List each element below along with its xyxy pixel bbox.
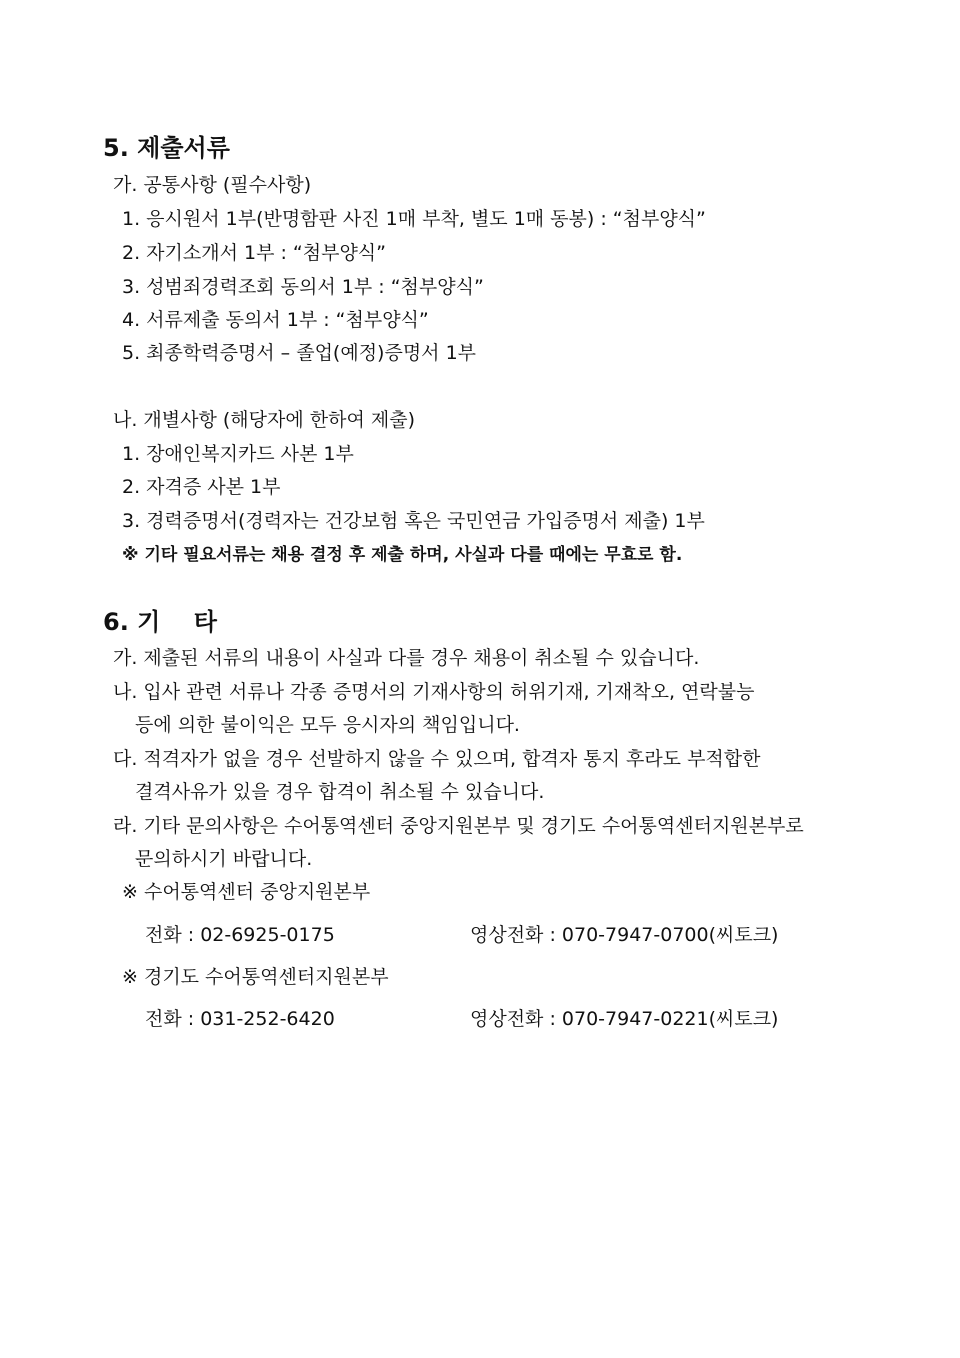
list-item: 1. 장애인복지카드 사본 1부 [122, 443, 354, 465]
list-item: 1. 응시원서 1부(반명함판 사진 1매 부착, 별도 1매 동봉) : “첨부양식” [122, 208, 706, 230]
list-item: 3. 성범죄경력조회 동의서 1부 : “첨부양식” [122, 276, 484, 298]
paragraph-line: 나. 입사 관련 서류나 각종 증명서의 기재사항의 허위기재, 기재착오, 연락불능 [113, 681, 755, 703]
paragraph-line: 등에 의한 불이익은 모두 응시자의 책임입니다. [135, 714, 520, 736]
individual-heading: 나. 개별사항 (해당자에 한하여 제출) [113, 409, 415, 431]
list-item: 3. 경력증명서(경력자는 건강보험 혹은 국민연금 가입증명서 제출) 1부 [122, 510, 705, 532]
list-item: 2. 자격증 사본 1부 [122, 476, 281, 498]
paragraph-line: 결격사유가 있을 경우 합격이 취소될 수 있습니다. [135, 781, 545, 803]
contact-row [145, 922, 778, 948]
note: ※ 기타 필요서류는 채용 결정 후 제출 하며, 사실과 다를 때에는 무효로 함. [122, 545, 683, 565]
contact-row [145, 1006, 778, 1032]
contact-video-phone: 영상전화 : 070-7947-0221(씨토크) [470, 1008, 779, 1030]
contact-name: ※ 경기도 수어통역센터지원본부 [122, 966, 389, 988]
section5-title: 5. 제출서류 [103, 134, 230, 162]
list-item: 2. 자기소개서 1부 : “첨부양식” [122, 242, 387, 264]
paragraph-line: 문의하시기 바랍니다. [135, 848, 313, 870]
contact-name: ※ 수어통역센터 중앙지원본부 [122, 881, 371, 903]
paragraph-line: 다. 적격자가 없을 경우 선발하지 않을 수 있으며, 합격자 통지 후라도 부적합한 [113, 748, 761, 770]
section6-title: 6. 기 타 [103, 608, 217, 636]
paragraph-line: 가. 제출된 서류의 내용이 사실과 다를 경우 채용이 취소될 수 있습니다. [113, 647, 700, 669]
list-item: 4. 서류제출 동의서 1부 : “첨부양식” [122, 309, 429, 331]
contact-phone: 전화 : 02-6925-0175 [145, 924, 335, 946]
contact-phone: 전화 : 031-252-6420 [145, 1008, 335, 1030]
contact-video-phone: 영상전화 : 070-7947-0700(씨토크) [470, 924, 779, 946]
common-heading: 가. 공통사항 (필수사항) [113, 174, 312, 196]
list-item: 5. 최종학력증명서 – 졸업(예정)증명서 1부 [122, 342, 477, 364]
paragraph-line: 라. 기타 문의사항은 수어통역센터 중앙지원본부 및 경기도 수어통역센터지원본부로 [113, 815, 804, 837]
